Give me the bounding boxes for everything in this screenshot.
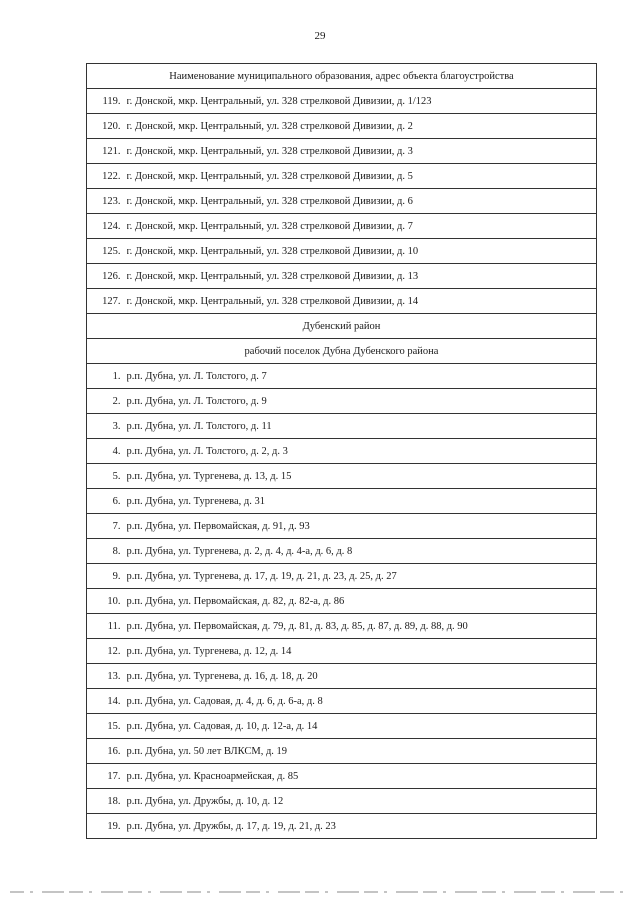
table-row [87, 664, 597, 689]
row-number: 5. [112, 470, 121, 482]
row-address: р.п. Дубна, ул. Первомайская, д. 79, д. 81, д. 83, д. 85, д. 87, д. 89, д. 88, д. 90 [127, 614, 597, 639]
row-address: г. Донской, мкр. Центральный, ул. 328 стрелковой Дивизии, д. 3 [127, 139, 597, 164]
row-number-cell [87, 814, 127, 839]
row-number: 124. [102, 220, 121, 232]
district-heading: Дубенский район [87, 314, 597, 339]
address-table [86, 63, 597, 839]
row-number-cell [87, 739, 127, 764]
row-number-cell [87, 489, 127, 514]
row-number: 121. [102, 145, 121, 157]
row-number-cell [87, 264, 127, 289]
row-number: 15. [107, 720, 121, 732]
table-row [87, 364, 597, 389]
row-number: 17. [107, 770, 121, 782]
district-heading-row [87, 314, 597, 339]
row-address: р.п. Дубна, ул. Первомайская, д. 82, д. 82-а, д. 86 [127, 589, 597, 614]
row-address: г. Донской, мкр. Центральный, ул. 328 стрелковой Дивизии, д. 13 [127, 264, 597, 289]
table-row [87, 239, 597, 264]
row-number: 9. [112, 570, 121, 582]
table-row [87, 464, 597, 489]
row-number-cell [87, 389, 127, 414]
row-address: р.п. Дубна, ул. Л. Толстого, д. 7 [127, 364, 597, 389]
row-number-cell [87, 589, 127, 614]
settlement-heading: рабочий поселок Дубна Дубенского района [87, 339, 597, 364]
table-row [87, 789, 597, 814]
row-address: р.п. Дубна, ул. 50 лет ВЛКСМ, д. 19 [127, 739, 597, 764]
table-row [87, 589, 597, 614]
row-number-cell [87, 414, 127, 439]
table-row [87, 89, 597, 114]
table-row [87, 814, 597, 839]
row-address: г. Донской, мкр. Центральный, ул. 328 стрелковой Дивизии, д. 2 [127, 114, 597, 139]
row-number: 8. [112, 545, 121, 557]
row-number-cell [87, 464, 127, 489]
row-address: р.п. Дубна, ул. Красноармейская, д. 85 [127, 764, 597, 789]
row-number-cell [87, 789, 127, 814]
row-number: 2. [112, 395, 121, 407]
row-number: 1. [112, 370, 121, 382]
table-row [87, 514, 597, 539]
row-number: 10. [107, 595, 121, 607]
row-number: 126. [102, 270, 121, 282]
row-number-cell [87, 164, 127, 189]
table-row [87, 114, 597, 139]
table-row [87, 214, 597, 239]
table-row [87, 564, 597, 589]
table-row [87, 714, 597, 739]
table-row [87, 189, 597, 214]
row-number-cell [87, 189, 127, 214]
row-address: р.п. Дубна, ул. Тургенева, д. 31 [127, 489, 597, 514]
row-address: р.п. Дубна, ул. Л. Толстого, д. 9 [127, 389, 597, 414]
row-number: 127. [102, 295, 121, 307]
page-number: 29 [314, 30, 326, 42]
row-number-cell [87, 239, 127, 264]
row-number-cell [87, 539, 127, 564]
table-row [87, 264, 597, 289]
row-number: 119. [102, 95, 121, 107]
row-number-cell [87, 139, 127, 164]
row-number-cell [87, 214, 127, 239]
table-row [87, 389, 597, 414]
row-number: 12. [107, 645, 121, 657]
row-number-cell [87, 89, 127, 114]
row-number-cell [87, 514, 127, 539]
row-address: г. Донской, мкр. Центральный, ул. 328 стрелковой Дивизии, д. 5 [127, 164, 597, 189]
row-address: р.п. Дубна, ул. Дружбы, д. 17, д. 19, д. 21, д. 23 [127, 814, 597, 839]
settlement-heading-row [87, 339, 597, 364]
row-address: р.п. Дубна, ул. Тургенева, д. 12, д. 14 [127, 639, 597, 664]
address-table-body [87, 64, 597, 839]
table-row [87, 414, 597, 439]
row-number-cell [87, 689, 127, 714]
row-address: р.п. Дубна, ул. Л. Толстого, д. 2, д. 3 [127, 439, 597, 464]
table-row [87, 639, 597, 664]
table-row [87, 739, 597, 764]
table-row [87, 614, 597, 639]
row-number: 3. [112, 420, 121, 432]
row-number-cell [87, 564, 127, 589]
row-address: г. Донской, мкр. Центральный, ул. 328 стрелковой Дивизии, д. 6 [127, 189, 597, 214]
row-address: г. Донской, мкр. Центральный, ул. 328 стрелковой Дивизии, д. 7 [127, 214, 597, 239]
table-row [87, 289, 597, 314]
table-row [87, 139, 597, 164]
row-number-cell [87, 364, 127, 389]
table-header-row [87, 64, 597, 89]
row-number-cell [87, 664, 127, 689]
table-row [87, 439, 597, 464]
table-row [87, 164, 597, 189]
row-number: 11. [107, 620, 121, 632]
row-number: 4. [112, 445, 121, 457]
row-number: 122. [102, 170, 121, 182]
row-address: р.п. Дубна, ул. Тургенева, д. 16, д. 18, д. 20 [127, 664, 597, 689]
row-address: р.п. Дубна, ул. Первомайская, д. 91, д. 93 [127, 514, 597, 539]
row-number-cell [87, 439, 127, 464]
row-number-cell [87, 614, 127, 639]
row-number: 120. [102, 120, 121, 132]
row-number-cell [87, 764, 127, 789]
row-address: р.п. Дубна, ул. Садовая, д. 10, д. 12-а, д. 14 [127, 714, 597, 739]
row-number: 19. [107, 820, 121, 832]
row-number-cell [87, 114, 127, 139]
row-number: 13. [107, 670, 121, 682]
row-address: р.п. Дубна, ул. Садовая, д. 4, д. 6, д. 6-а, д. 8 [127, 689, 597, 714]
row-address: р.п. Дубна, ул. Тургенева, д. 17, д. 19, д. 21, д. 23, д. 25, д. 27 [127, 564, 597, 589]
row-address: р.п. Дубна, ул. Тургенева, д. 13, д. 15 [127, 464, 597, 489]
table-row [87, 764, 597, 789]
table-header: Наименование муниципального образования, адрес объекта благоустройства [87, 64, 597, 89]
table-row [87, 539, 597, 564]
row-address: р.п. Дубна, ул. Тургенева, д. 2, д. 4, д. 4-а, д. 6, д. 8 [127, 539, 597, 564]
row-address: г. Донской, мкр. Центральный, ул. 328 стрелковой Дивизии, д. 10 [127, 239, 597, 264]
row-number-cell [87, 639, 127, 664]
row-number: 16. [107, 745, 121, 757]
scan-artifact-line [0, 889, 640, 895]
table-row [87, 489, 597, 514]
row-number: 14. [107, 695, 121, 707]
row-address: г. Донской, мкр. Центральный, ул. 328 стрелковой Дивизии, д. 14 [127, 289, 597, 314]
row-number: 6. [112, 495, 121, 507]
table-row [87, 689, 597, 714]
row-number: 125. [102, 245, 121, 257]
row-address: р.п. Дубна, ул. Дружбы, д. 10, д. 12 [127, 789, 597, 814]
row-number: 7. [112, 520, 121, 532]
row-address: г. Донской, мкр. Центральный, ул. 328 стрелковой Дивизии, д. 1/123 [127, 89, 597, 114]
row-number: 123. [102, 195, 121, 207]
row-number: 18. [107, 795, 121, 807]
row-number-cell [87, 714, 127, 739]
row-address: р.п. Дубна, ул. Л. Толстого, д. 11 [127, 414, 597, 439]
row-number-cell [87, 289, 127, 314]
